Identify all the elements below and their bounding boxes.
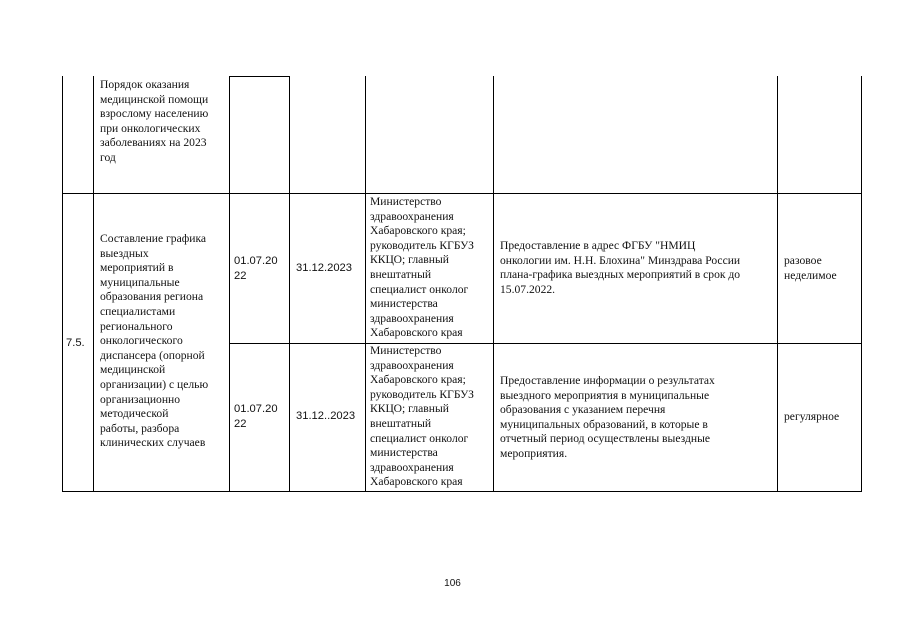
table-border-right	[861, 76, 862, 492]
responsible: Министерство здравоохранения Хабаровского края; руководитель КГБУЗ ККЦО; главный внештатный специалист онколог министерства здравоохранения Хабаровского края	[370, 344, 474, 489]
row-number: 7.5.	[66, 337, 85, 349]
start-date: 01.07.20 22	[234, 255, 278, 282]
column-divider	[93, 76, 94, 492]
row-divider	[62, 193, 862, 194]
column-divider	[493, 76, 494, 492]
column-divider	[777, 76, 778, 492]
start-date: 01.07.20 22	[234, 403, 278, 430]
page-number: 106	[444, 578, 461, 589]
responsible: Министерство здравоохранения Хабаровского края; руководитель КГБУЗ ККЦО; главный внештатный специалист онколог министерства здравоохранения Хабаровского края	[370, 195, 474, 340]
event-type: регулярное	[784, 410, 840, 423]
end-date: 31.12..2023	[296, 410, 356, 422]
row-name: Составление графика выездных мероприятий в муниципальные образования региона специалистами регионального онкологического диспансера (опорной медицинской организации) с целью организационно методической работы, разбора клинических случаев	[100, 232, 209, 450]
result: Предоставление в адрес ФГБУ "НМИЦ онкологии им. Н.Н. Блохина" Минздрава России плана-графика выездных мероприятий в срок до 15.07.2022.	[500, 239, 741, 296]
table-border-bottom	[62, 491, 862, 492]
event-type: разовое неделимое	[784, 254, 837, 282]
prev-row-name: Порядок оказания медицинской помощи взрослому населению при онкологических заболеваниях на 2023 год	[100, 78, 209, 164]
column-divider	[229, 76, 230, 492]
column-divider	[289, 76, 290, 492]
subrow-divider	[229, 343, 862, 344]
result: Предоставление информации о результатах выездного мероприятия в муниципальные образования с указанием перечня муниципальных образований, в которые в отчетный период осуществлены выездные мероприятия.	[500, 374, 715, 460]
table-border-left	[62, 76, 63, 492]
end-date: 31.12.2023	[296, 262, 352, 274]
column-divider	[365, 76, 366, 492]
cell-border-top	[229, 76, 290, 77]
